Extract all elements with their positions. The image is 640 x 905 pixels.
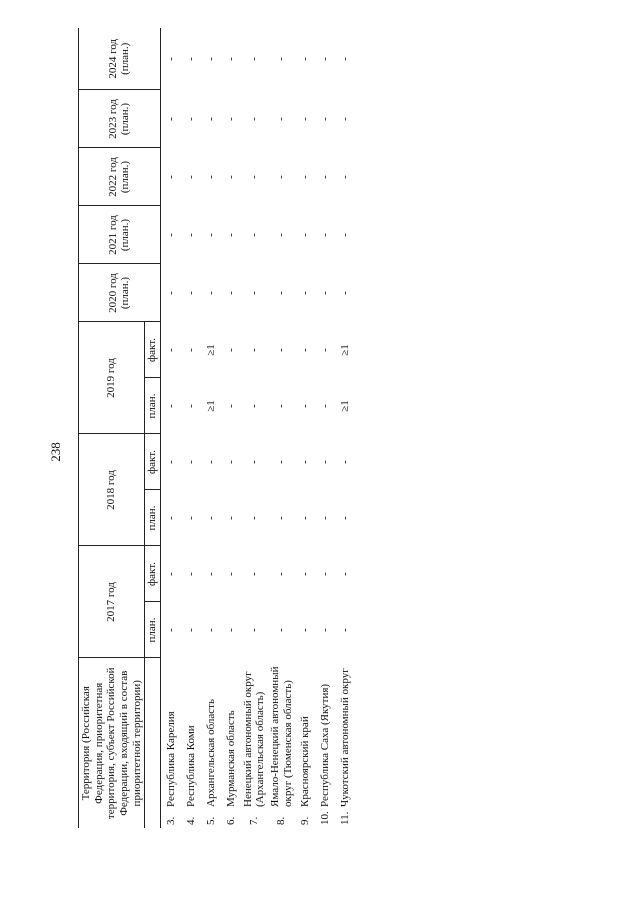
territory-name: Республика Коми [184,725,197,807]
value-cell: - [204,291,217,295]
value-cell: - [224,291,237,295]
territory-name: Красноярский край [299,716,312,807]
value-cell: - [319,291,332,295]
value-cell: - [204,572,217,576]
value-cell: ≥1 [204,344,217,356]
value-cell: - [275,117,288,121]
value-cell: - [164,175,177,179]
value-cell: - [248,516,261,520]
value-cell: - [275,516,288,520]
row-number: 3. [164,816,177,825]
value-cell: - [224,57,237,61]
value-cell: - [319,516,332,520]
value-cell: - [319,175,332,179]
value-cell: - [299,516,312,520]
header-year-2019: 2019 год [79,322,145,434]
value-cell: - [275,57,288,61]
header-year-2023: 2023 год (план.) [79,90,161,148]
value-cell: - [275,233,288,237]
value-cell: - [204,175,217,179]
header-territory-spacer [145,658,161,828]
territory-name: Мурманская область [224,710,237,807]
value-cell: - [164,628,177,632]
value-cell: - [164,117,177,121]
value-cell: - [299,572,312,576]
header-2018-plan: план. [145,490,161,546]
value-cell: - [184,291,197,295]
territory-name: Чукотский автономный округ [339,668,352,807]
header-year-2017: 2017 год [79,546,145,658]
value-cell: - [248,291,261,295]
value-cell: - [299,348,312,352]
value-cell: - [319,572,332,576]
value-cell: - [275,628,288,632]
header-year-2021: 2021 год (план.) [79,206,161,264]
value-cell: - [299,57,312,61]
value-cell: - [204,57,217,61]
value-cell: - [184,572,197,576]
value-cell: - [275,572,288,576]
header-year-2022: 2022 год (план.) [79,148,161,206]
table-row [160,28,181,828]
value-cell: - [299,175,312,179]
value-cell: - [339,572,352,576]
value-cell: - [275,175,288,179]
header-2019-fact: факт. [145,322,161,378]
value-cell: - [204,117,217,121]
value-cell: - [248,460,261,464]
value-cell: - [224,348,237,352]
value-cell: - [248,404,261,408]
value-cell: - [164,404,177,408]
value-cell: ≥1 [204,400,217,412]
row-number: 8. [275,816,288,825]
value-cell: - [164,291,177,295]
value-cell: - [339,516,352,520]
value-cell: - [248,628,261,632]
value-cell: - [184,117,197,121]
value-cell: - [275,460,288,464]
value-cell: - [164,57,177,61]
value-cell: - [319,233,332,237]
value-cell: - [224,572,237,576]
value-cell: - [184,460,197,464]
value-cell: - [164,460,177,464]
value-cell: - [164,572,177,576]
value-cell: - [184,175,197,179]
value-cell: ≥1 [339,400,352,412]
value-cell: - [299,460,312,464]
value-cell: - [319,117,332,121]
table-row [241,28,268,828]
value-cell: - [319,348,332,352]
row-number: 7. [248,816,261,825]
value-cell: - [184,628,197,632]
territory-name: Республика Карелия [164,711,177,807]
value-cell: - [319,404,332,408]
value-cell: - [339,460,352,464]
value-cell: - [299,291,312,295]
header-2018-fact: факт. [145,434,161,490]
value-cell: - [299,628,312,632]
table-row [295,28,315,828]
value-cell: - [319,460,332,464]
value-cell: - [224,175,237,179]
value-cell: - [319,628,332,632]
value-cell: - [224,404,237,408]
value-cell: - [164,348,177,352]
header-year-2020: 2020 год (план.) [79,264,161,322]
value-cell: - [299,404,312,408]
table-row [181,28,201,828]
value-cell: - [275,291,288,295]
header-2017-plan: план. [145,602,161,658]
row-number: 6. [224,816,237,825]
value-cell: - [299,233,312,237]
header-2019-plan: план. [145,378,161,434]
header-year-2018: 2018 год [79,434,145,546]
row-number: 10. [319,811,332,825]
value-cell: - [164,516,177,520]
territory-name: Архангельская область [204,699,217,807]
value-cell: - [224,117,237,121]
header-territory: Территория (Российская Федерация, приоритетная территория, субъект Российской Федерации, входящий в состав приоритетной территории) [79,658,145,828]
table-body [160,28,355,828]
rotated-table-container [78,28,378,828]
table-row [335,28,355,828]
value-cell: - [299,117,312,121]
value-cell: - [248,117,261,121]
page-number: 238 [48,442,63,462]
regional-indicator-table [78,28,355,828]
value-cell: - [339,628,352,632]
value-cell: - [339,291,352,295]
value-cell: - [204,628,217,632]
value-cell: - [319,57,332,61]
value-cell: - [204,516,217,520]
table-row [268,28,295,828]
header-year-2024: 2024 год (план.) [79,28,161,90]
value-cell: - [248,348,261,352]
header-2017-fact: факт. [145,546,161,602]
value-cell: - [224,628,237,632]
value-cell: - [339,233,352,237]
table-row [315,28,335,828]
territory-name: Республика Саха (Якутия) [319,683,332,807]
value-cell: - [184,233,197,237]
value-cell: - [204,460,217,464]
value-cell: - [248,57,261,61]
value-cell: - [184,404,197,408]
value-cell: - [224,233,237,237]
table-row [201,28,221,828]
territory-name: Ямало-Ненецкий автономный округ (Тюменская область) [269,666,294,807]
value-cell: - [339,57,352,61]
value-cell: - [184,57,197,61]
value-cell: - [164,233,177,237]
row-number: 9. [299,816,312,825]
row-number: 5. [204,816,217,825]
value-cell: - [204,233,217,237]
value-cell: - [339,117,352,121]
value-cell: - [224,516,237,520]
value-cell: - [224,460,237,464]
value-cell: - [248,233,261,237]
value-cell: - [275,404,288,408]
row-number: 11. [339,811,352,825]
value-cell: - [248,175,261,179]
value-cell: - [184,348,197,352]
value-cell: - [275,348,288,352]
value-cell: - [184,516,197,520]
row-number: 4. [184,816,197,825]
value-cell: ≥1 [339,344,352,356]
table-row [221,28,241,828]
value-cell: - [339,175,352,179]
territory-name: Ненецкий автономный округ (Архангельская область) [241,671,267,807]
value-cell: - [248,572,261,576]
